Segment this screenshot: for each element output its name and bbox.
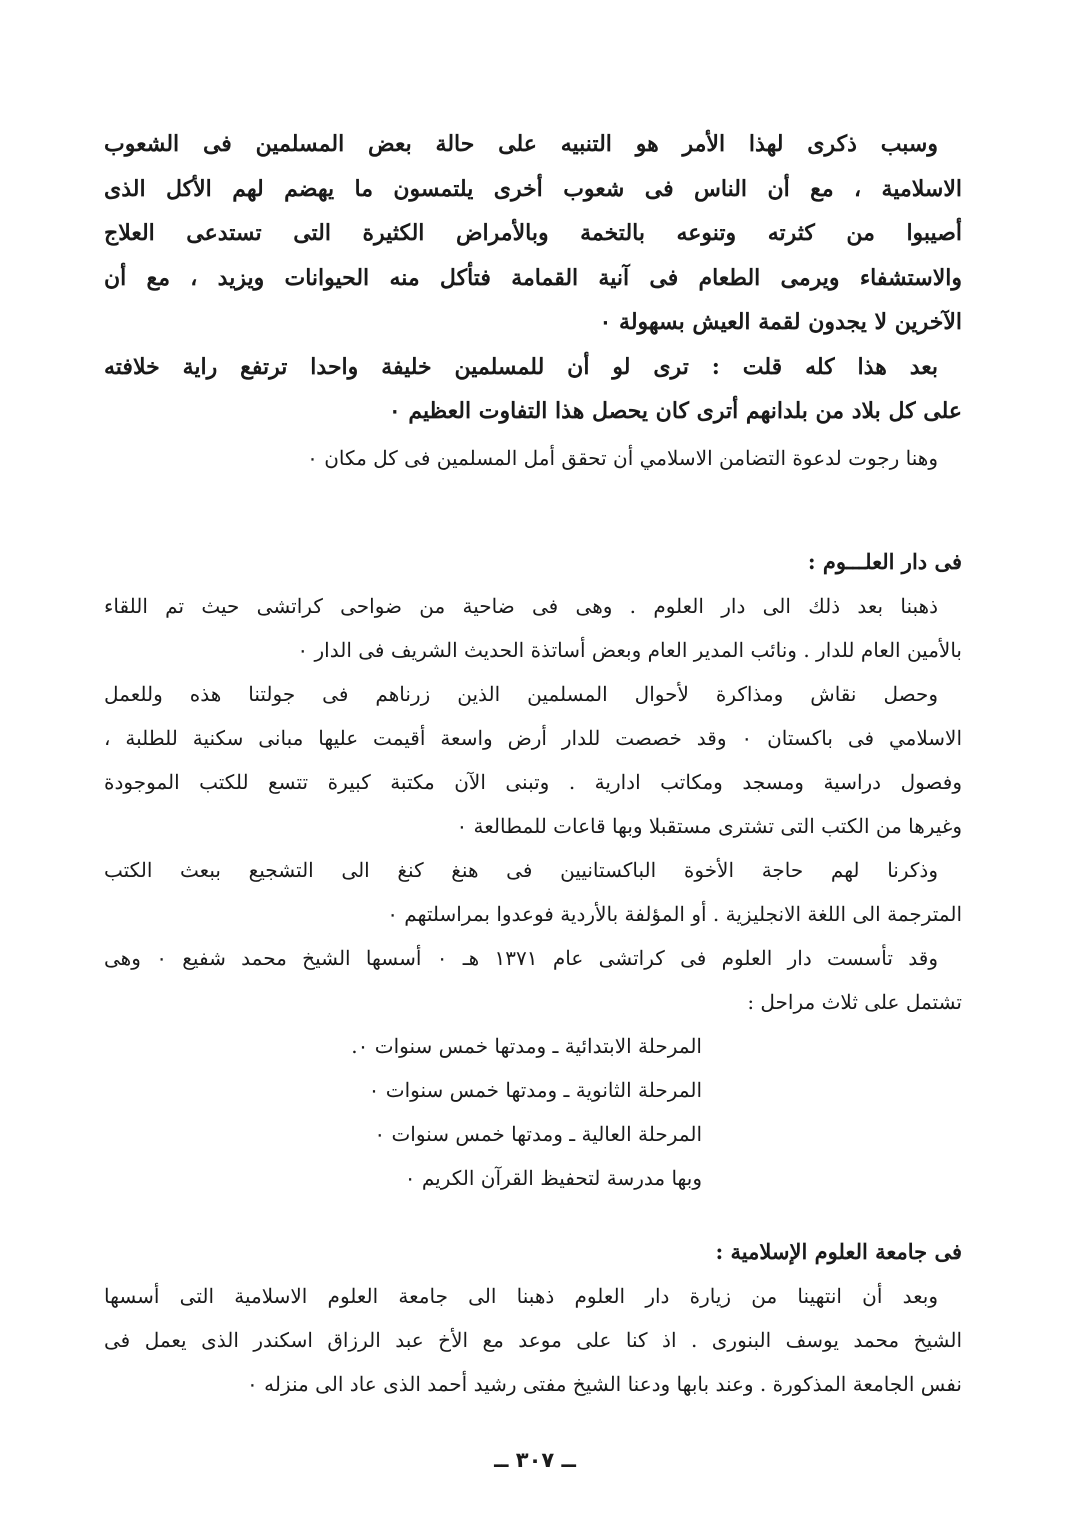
paragraph-line: الاسلامي فى باكستان ٠ وقد خصصت للدار أرض واسعة أقيمت عليها مبانى سكنية للطلبة ،: [104, 726, 962, 750]
paragraph-line: وحصل نقاش ومذاكرة لأحوال المسلمين الذين زرناهم فى جولتنا هذه وللعمل: [104, 682, 938, 706]
paragraph-line: الشيخ محمد يوسف البنورى . اذ كنا على موعد مع الأخ عبد الرزاق اسكندر الذى يعمل فى: [104, 1328, 962, 1352]
body-line: على كل بلاد من بلدانهم أترى كان يحصل هذا التفاوت العظيم ٠: [388, 398, 962, 424]
closing-line: وهنا رجوت لدعوة التضامن الاسلامي أن تحقق أمل المسلمين فى كل مكان ٠: [307, 445, 938, 470]
body-line: وسبب ذكرى لهذا الأمر هو التنبيه على حالة بعض المسلمين فى الشعوب: [104, 131, 938, 157]
paragraph-line: ذهبنا بعد ذلك الى دار العلوم . وهى فى ضاحية من ضواحى كراتشى حيث تم اللقاء: [104, 594, 938, 618]
paragraph-line: وذكرنا لهم حاجة الأخوة الباكستانيين فى هنغ كنغ الى التشجيع ببعث الكتب: [104, 858, 938, 882]
section-dar-al-uloom: [104, 540, 962, 1200]
page-number: ــ ٣٠٧ ــ: [494, 1448, 576, 1472]
stage-item: المرحلة العالية ـ ومدتها خمس سنوات ٠: [374, 1122, 702, 1146]
body-line: أصيبوا من كثرته وتنوعه بالتخمة وبالأمراض الكثيرة التى تستدعى العلاج: [104, 220, 962, 246]
body-line: الاسلامية ، مع أن الناس فى شعوب أخرى يلتمسون ما يهضم لهم الأكل الذى: [104, 175, 962, 202]
top-text-block: [104, 122, 962, 480]
paragraph-line: نفس الجامعة المذكورة . وعند بابها ودعنا الشيخ مفتى رشيد أحمد الذى عاد الى منزله ٠: [247, 1372, 962, 1396]
section-heading: فى جامعة العلوم الإسلامية :: [715, 1239, 962, 1264]
paragraph-line: تشتمل على ثلاث مراحل :: [747, 990, 962, 1014]
section-heading: فى دار العلـــوم :: [807, 549, 962, 574]
body-line: والاستشفاء ويرمى الطعام فى آنية القمامة فتأكل منه الحيوانات ويزيد ، مع أن: [104, 264, 962, 291]
stage-item: وبها مدرسة لتحفيظ القرآن الكريم ٠: [404, 1166, 702, 1190]
body-line: بعد هذا كله قلت : ترى لو أن للمسلمين خليفة واحدا ترتفع راية خلافته: [104, 353, 938, 380]
stage-item: المرحلة الثانوية ـ ومدتها خمس سنوات ٠: [368, 1078, 702, 1102]
paragraph-line: المترجمة الى اللغة الانجليزية . أو المؤلفة بالأردية فوعدوا بمراسلتهم ٠: [387, 902, 962, 926]
paragraph-line: وبعد أن انتهينا من زيارة دار العلوم ذهبنا الى جامعة العلوم الاسلامية التى أسسها: [104, 1284, 938, 1308]
paragraph-line: وقد تأسست دار العلوم فى كراتشى عام ١٣٧١ هـ ٠ أسسها الشيخ محمد شفيع ٠ وهى: [104, 946, 938, 970]
paragraph-line: وغيرها من الكتب التى تشترى مستقبلا وبها قاعات للمطالعة ٠: [456, 814, 962, 838]
paragraph-line: بالأمين العام للدار . ونائب المدير العام وبعض أساتذة الحديث الشريف فى الدار ٠: [297, 638, 962, 662]
body-line: الآخرين لا يجدون لقمة العيش بسهولة ٠: [599, 309, 962, 335]
stage-item: المرحلة الابتدائية ـ ومدتها خمس سنوات ٠.: [351, 1034, 702, 1058]
paragraph-line: وفصول دراسية ومسجد ومكاتب ادارية . وتبنى الآن مكتبة كبيرة تتسع للكتب الموجودة: [104, 770, 962, 794]
section-university: [104, 1230, 962, 1406]
